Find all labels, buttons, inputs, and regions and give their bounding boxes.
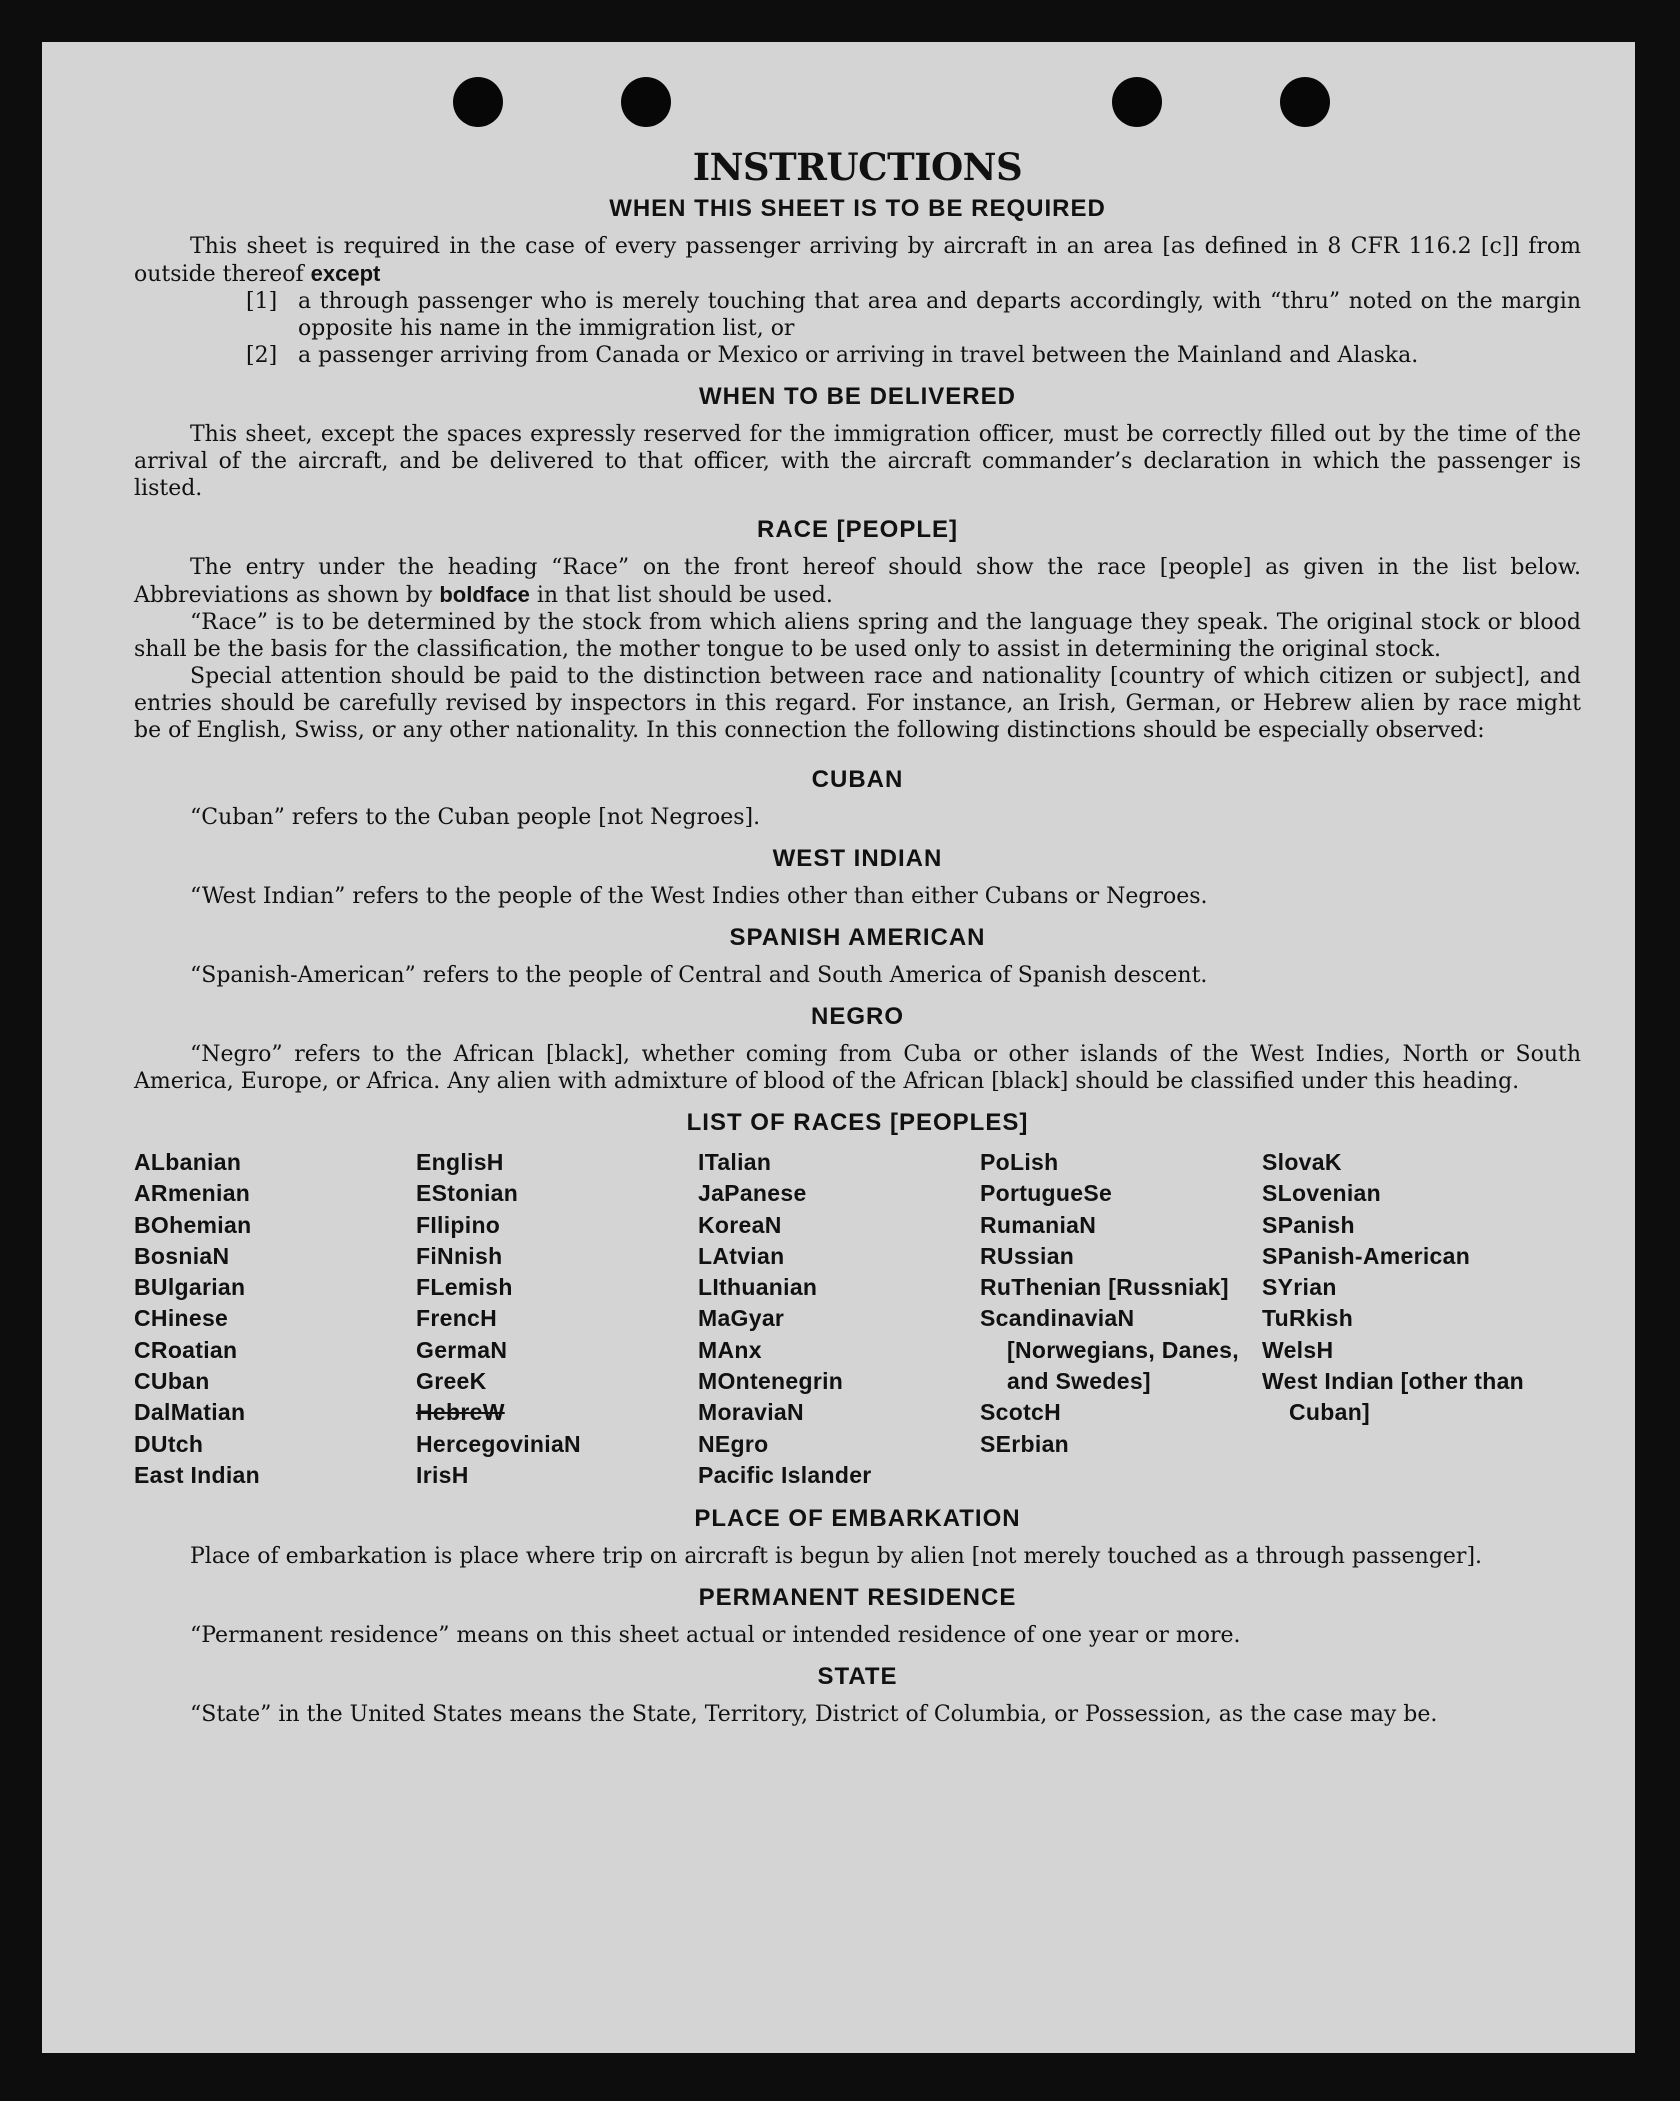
race-item: BosniaN [134,1242,230,1269]
spanish-american-text: “Spanish-American” refers to the people of Central and South America of Spanish descent. [190,963,1208,988]
section-heading-state: STATE [817,1663,898,1691]
race-item: East Indian [134,1461,260,1488]
race-item: BOhemian [134,1211,252,1238]
race-item: SPanish [1262,1211,1355,1238]
race-item: MaGyar [698,1305,785,1332]
race-item: DUtch [134,1430,204,1457]
race-item: SLovenian [1262,1180,1382,1207]
race-item: FLemish [416,1274,513,1301]
race-item: ALbanian [134,1149,242,1175]
section-heading-negro: NEGRO [810,1003,904,1030]
section-heading-west-indian: WEST INDIAN [772,845,943,872]
race-item: HercegoviniaN [416,1430,581,1457]
list-item: [1] a through passenger who is merely touching that area and departs accordingly, with “thru” noted on the margin opposite his name in the immigration list, or [246,289,1581,341]
section-heading-delivered: WHEN TO BE DELIVERED [699,383,1016,410]
race-item: ScotcH [980,1399,1062,1426]
race-item: ITalian [698,1149,772,1175]
section-heading-races-list: LIST OF RACES [PEOPLES] [686,1109,1029,1136]
section-heading-embarkation: PLACE OF EMBARKATION [694,1505,1021,1533]
race-item: MAnx [698,1336,762,1363]
race-item: FrencH [416,1305,498,1332]
race-item: EStonian [416,1180,519,1207]
race-item: DalMatian [134,1399,246,1426]
race-item: ScandinaviaN [Norwegians, Danes, and Swedes] [980,1305,1239,1395]
punch-hole [453,77,503,127]
cuban-text: “Cuban” refers to the Cuban people [not Negroes]. [190,805,761,830]
race-item: CHinese [134,1305,229,1332]
race-item: RuThenian [Russniak] [980,1274,1229,1301]
negro-text: “Negro” refers to the African [black], whether coming from Cuba or other islands of the West Indies, North or South America, Europe, or Africa. Any alien with admixture of blood of the African [black] should be classified under this heading. [134,1042,1581,1094]
race-item: Pacific Islander [698,1461,872,1488]
race-item: TuRkish [1262,1305,1354,1332]
race-item: ARmenian [134,1180,251,1207]
race-item-struck: HebreW [416,1399,505,1426]
races-column [698,1147,980,1491]
races-column [980,1147,1262,1491]
section-heading-residence: PERMANENT RESIDENCE [698,1584,1017,1612]
race-item: GermaN [416,1336,508,1363]
race-item: IrisH [416,1461,469,1488]
race-paragraph-1: The entry under the heading “Race” on the front hereof should show the race [people] as given in the list below. Abbreviations as shown by boldface in that list should be used. [134,555,1581,608]
races-column [134,1147,416,1491]
section-heading-cuban: CUBAN [811,766,904,793]
race-item: LIthuanian [698,1274,818,1301]
section-heading-race: RACE [PEOPLE] [756,516,958,543]
list-item: [2] a passenger arriving from Canada or Mexico or arriving in travel between the Mainland and Alaska. [246,343,1419,368]
race-item: EnglisH [416,1149,504,1175]
race-item: SlovaK [1262,1149,1342,1175]
required-intro: This sheet is required in the case of every passenger arriving by aircraft in an area [as defined in 8 CFR 116.2 [c]] from outside thereof except [134,234,1581,287]
instructions-content [134,145,1581,1728]
race-item: RumaniaN [980,1211,1097,1238]
race-item: MoraviaN [698,1399,804,1426]
page-title: INSTRUCTIONS [692,145,1023,189]
race-item: LAtvian [698,1242,785,1269]
state-text: “State” in the United States means the State, Territory, District of Columbia, or Possession, as the case may be. [190,1702,1438,1728]
embarkation-text: Place of embarkation is place where trip on aircraft is begun by alien [not merely touched as a through passenger]. [190,1544,1483,1570]
race-item: BUlgarian [134,1274,246,1301]
document-page [42,42,1635,2053]
race-item: RUssian [980,1242,1075,1269]
race-item: SErbian [980,1430,1070,1457]
race-item: GreeK [416,1368,487,1395]
race-item: JaPanese [698,1180,807,1207]
race-item: MOntenegrin [698,1368,844,1395]
race-item: PoLish [980,1149,1059,1175]
punch-hole [1112,77,1162,127]
races-column [1262,1147,1544,1491]
delivered-text: This sheet, except the spaces expressly reserved for the immigration officer, must be correctly filled out by the time of the arrival of the aircraft, and be delivered to that officer, with the aircraft commander’s declaration in which the passenger is listed. [134,422,1581,501]
race-paragraph-3: Special attention should be paid to the distinction between race and nationality [country of which citizen or subject], and entries should be carefully revised by inspectors in this regard. For instance, an Irish, German, or Hebrew alien by race might be of English, Swiss, or any other nationality. In this connection the following distinctions should be especially observed: [134,664,1581,743]
race-item: FiNnish [416,1242,503,1269]
race-item: CUban [134,1368,210,1395]
punch-hole [1280,77,1330,127]
section-heading-spanish-american: SPANISH AMERICAN [729,924,986,951]
section-heading-required: WHEN THIS SHEET IS TO BE REQUIRED [609,195,1106,222]
race-item: FIlipino [416,1211,501,1238]
race-item: WelsH [1262,1336,1334,1363]
races-column [416,1147,698,1491]
race-item: PortugueSe [980,1180,1113,1207]
west-indian-text: “West Indian” refers to the people of the West Indies other than either Cubans or Negroes. [190,884,1208,909]
race-paragraph-2: “Race” is to be determined by the stock from which aliens spring and the language they speak. The original stock or blood shall be the basis for the classification, the mother tongue to be used only to assist in determining the original stock. [134,610,1581,662]
race-item: SYrian [1262,1274,1337,1301]
race-item: KoreaN [698,1211,782,1238]
race-item: CRoatian [134,1336,238,1363]
residence-text: “Permanent residence” means on this sheet actual or intended residence of one year or more. [190,1623,1241,1649]
races-list [134,1147,1581,1491]
race-item: SPanish-American [1262,1242,1471,1269]
race-item: NEgro [698,1430,769,1457]
punch-hole [621,77,671,127]
race-item: West Indian [other than Cuban] [1262,1368,1525,1426]
